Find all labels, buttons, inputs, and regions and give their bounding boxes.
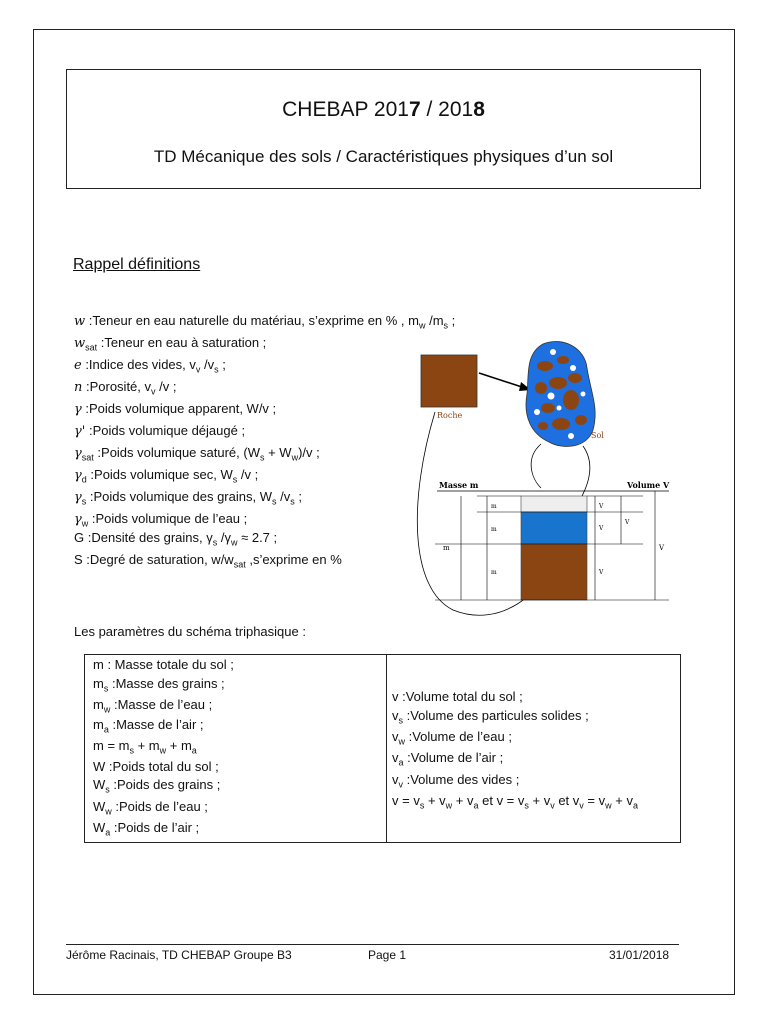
svg-text:V: V	[599, 525, 604, 532]
svg-text:V: V	[599, 569, 604, 576]
def-e: e :Indice des vides, $v_v$ $/v_s$ ;	[74, 357, 226, 375]
param-right-row: $v_s$ :Volume des particules solides ;	[392, 708, 589, 726]
param-right-row: v :Volume total du sol ;	[392, 689, 523, 704]
param-left-row: W :Poids total du sol ;	[93, 759, 219, 774]
def-gamma-w: $\gamma_w$ :Poids volumique de l’eau ;	[74, 511, 248, 529]
svg-text:m: m	[491, 503, 497, 510]
section-title: Rappel définitions	[73, 256, 201, 273]
roche-block	[421, 355, 477, 407]
def-n: n :Porosité, $v_v$ /v ;	[74, 379, 177, 397]
footer-date: 31/01/2018	[609, 948, 670, 962]
param-left-row: m : Masse totale du sol ;	[93, 657, 234, 672]
svg-text:V: V	[599, 503, 604, 510]
def-w: w :Teneur en eau naturelle du matériau, s’exprime en % , $m_w$ $/m_s$ ;	[74, 313, 456, 331]
air-phase	[521, 496, 587, 512]
param-left-row: $m_s$ :Masse des grains ;	[93, 676, 225, 694]
def-gamma-sat: $\gamma_{sat}$ :Poids volumique saturé, $(W_s + W_w)/v$ ;	[74, 445, 320, 463]
svg-text:V: V	[659, 544, 665, 552]
def-gamma-d: $\gamma_d$ :Poids volumique sec, $W_s$ /v ;	[74, 467, 259, 485]
param-right-row: $v = v_s + v_w + v_a$ et $v = v_s + v_v$ et $v_v = v_w + v_a$	[392, 793, 638, 811]
svg-text:m: m	[491, 526, 497, 533]
param-left-row: $m = m_s + m_w + m_a$	[93, 738, 197, 756]
param-left-row: $W_w$ :Poids de l’eau ;	[93, 799, 208, 817]
params-table-divider	[386, 655, 387, 842]
masse-label: Masse m	[439, 480, 479, 490]
params-heading: Les paramètres du schéma triphasique :	[74, 624, 306, 639]
svg-text:m: m	[491, 569, 497, 576]
def-gamma-prime: γ' :Poids volumique déjaugé ;	[74, 423, 246, 439]
footer-author: Jérôme Racinais, TD CHEBAP Groupe B3	[66, 948, 292, 962]
roche-label: Roche	[437, 411, 463, 420]
footer-divider	[66, 944, 679, 945]
param-right-row: $v_w$ :Volume de l’eau ;	[392, 729, 512, 747]
def-gamma: γ :Poids volumique apparent, W/v ;	[74, 401, 277, 417]
volume-label: Volume V	[627, 480, 670, 490]
def-S: S :Degré de saturation, $w/w_{sat}$ ,s’exprime en %	[74, 552, 342, 570]
page-subtitle: TD Mécanique des sols / Caractéristiques physiques d’un sol	[153, 147, 614, 166]
param-left-row: $m_w$ :Masse de l’eau ;	[93, 697, 213, 715]
title-box	[66, 69, 701, 189]
footer-page: Page 1	[368, 948, 407, 962]
sol-label: Sol	[591, 431, 604, 440]
page-title: CHEBAP 2017 / 2018	[282, 98, 485, 121]
def-G: G :Densité des grains, $\gamma_s$ $/\gamma_w \approx 2.7$ ;	[74, 530, 278, 548]
sol-grains-icon	[526, 341, 595, 446]
param-right-row: $v_a$ :Volume de l’air ;	[392, 750, 504, 768]
water-phase	[521, 512, 587, 544]
def-wsat: $w_{sat}$ :Teneur en eau à saturation ;	[74, 335, 267, 353]
param-left-row: $W_s$ :Poids des grains ;	[93, 777, 221, 795]
solid-phase	[521, 544, 587, 600]
def-gamma-s: $\gamma_s$ :Poids volumique des grains, $W_s$ $/v_s$ ;	[74, 489, 302, 507]
param-left-row: $W_a$ :Poids de l’air ;	[93, 820, 200, 838]
param-right-row: $v_v$ :Volume des vides ;	[392, 772, 520, 790]
param-left-row: $m_a$ :Masse de l’air ;	[93, 717, 204, 735]
svg-text:m: m	[443, 544, 450, 552]
svg-text:V: V	[625, 519, 630, 526]
triphasic-diagram	[413, 338, 683, 618]
